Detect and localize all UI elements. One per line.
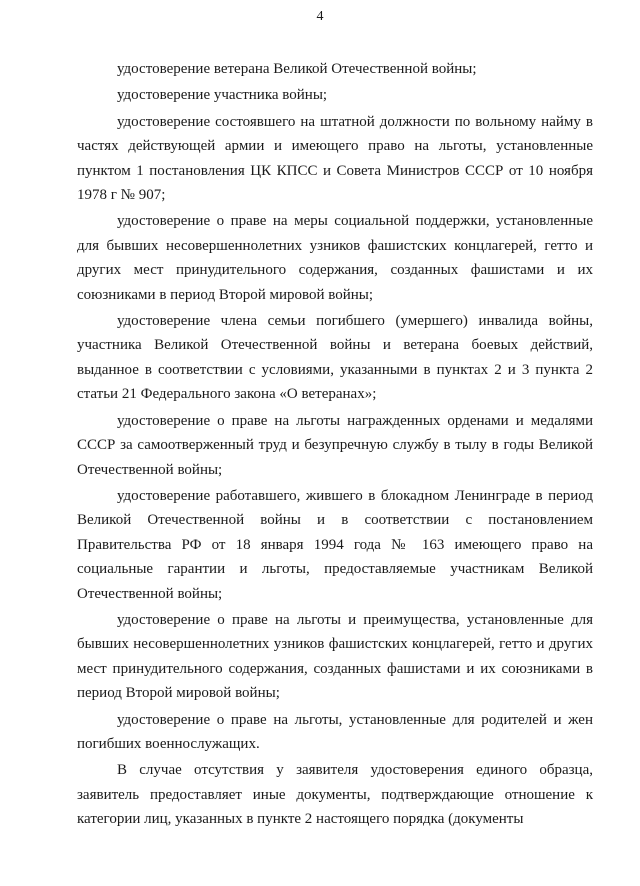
paragraph-home-front-awards: удостоверение о праве на льготы награжденных орденами и медалями СССР за самоотверженный труд и безупречную службу в тылу в годы Великой Отечественной войны; xyxy=(77,412,593,478)
paragraph-minor-prisoners-privileges: удостоверение о праве на льготы и преимущества, установленные для бывших несовершеннолетних узников фашистских концлагерей, гетто и других мест принудительного содержания, созданных фашистами и их союзниками в период Второй мировой войны; xyxy=(77,611,593,702)
paragraph-parents-widows: удостоверение о праве на льготы, установленные для родителей и жен погибших военнослужащих. xyxy=(77,711,593,752)
paragraph-civilian-staff-certificate: удостоверение состоявшего на штатной должности по вольному найму в частях действующей армии и имеющего право на льготы, установленные пунктом 1 постановления ЦК КПСС и Совета Министров СССР от 10 ноября 1978 г № 907; xyxy=(77,113,593,204)
paragraph-family-member-certificate: удостоверение члена семьи погибшего (умершего) инвалида войны, участника Великой Отечественной войны и ветерана боевых действий, выданное в соответствии с условиями, указанными в пунктах 2 и 3 пункта 2 статьи 21 Федерального закона «О ветеранах»; xyxy=(77,313,593,403)
paragraph-war-participant-certificate: удостоверение участника войны; xyxy=(117,87,328,104)
paragraph-no-certificate-case: В случае отсутствия у заявителя удостоверения единого образца, заявитель предоставляет иные документы, подтверждающие отношение к категории лиц, указанных в пункте 2 настоящего порядка (документы xyxy=(77,762,593,828)
paragraph-veteran-certificate: удостоверение ветерана Великой Отечественной войны; xyxy=(117,61,477,77)
paragraph-minor-prisoners-support: удостоверение о праве на меры социальной поддержки, установленные для бывших несовершеннолетних узников фашистских концлагерей, гетто и других мест принудительного содержания, созданных фашистами и их союзниками в период Второй мировой войны; xyxy=(77,213,593,303)
paragraph-leningrad-siege: удостоверение работавшего, жившего в блокадном Ленинграде в период Великой Отечественной войны и в соответствии с постановлением Правительства РФ от 18 января 1994 года № 163 имеющего право на социальные гарантии и льготы, предоставляемые участникам Великой Отечественной войны; xyxy=(77,487,593,602)
document-body xyxy=(77,57,593,832)
page-number: 4 xyxy=(316,9,324,24)
